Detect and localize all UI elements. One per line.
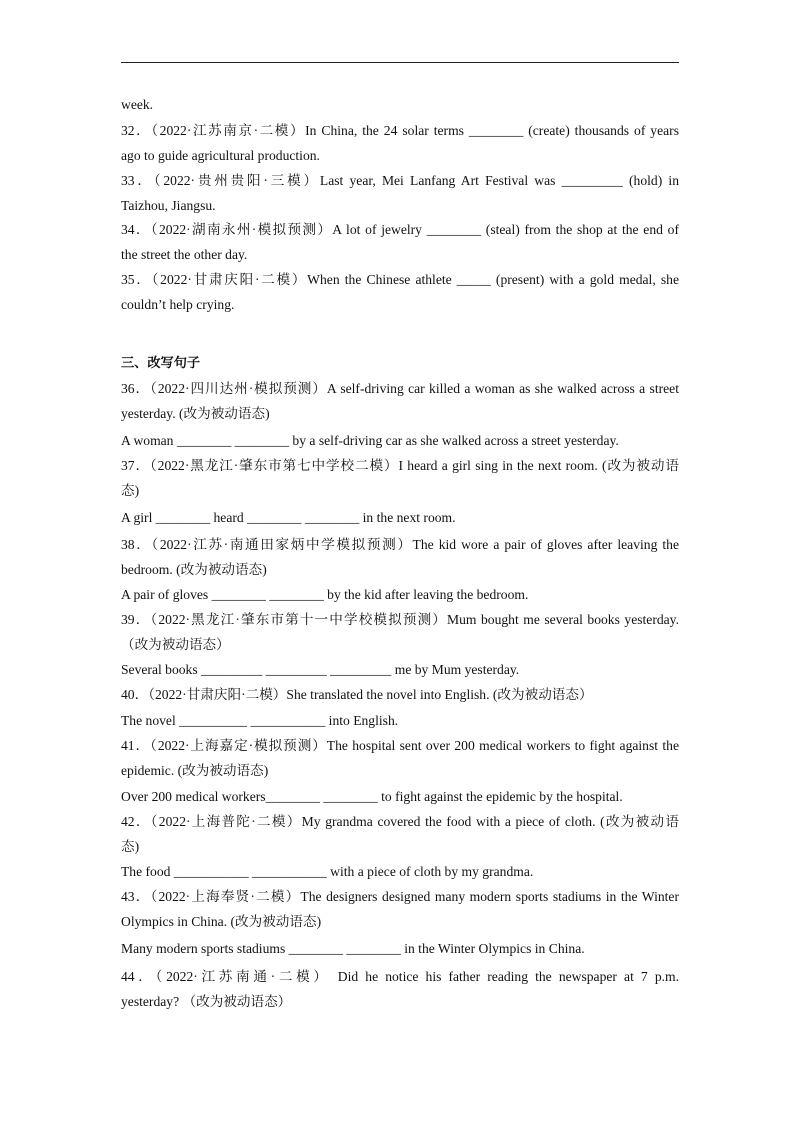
header-rule xyxy=(121,62,679,63)
answer-line: A woman ________ ________ by a self-driving car as she walked across a street yesterday. xyxy=(121,433,619,448)
section-heading: 三、改写句子 xyxy=(121,356,201,371)
question-41: 41．（2022·上海嘉定·模拟预测）The hospital sent over 200 medical workers to fight against the xyxy=(121,738,679,753)
text-line: epidemic. (改为被动语态) xyxy=(121,763,269,778)
question-38: 38．（2022·江苏·南通田家炳中学模拟预测）The kid wore a pair of gloves after leaving the xyxy=(121,537,679,552)
text-line: 态) xyxy=(121,839,140,854)
answer-line: Many modern sports stadiums ________ ________ in the Winter Olympics in China. xyxy=(121,941,585,956)
text-line: （改为被动语态） xyxy=(121,637,230,652)
question-33: 33．（2022·贵州贵阳·三模）Last year, Mei Lanfang Art Festival was _________ (hold) in xyxy=(121,173,679,188)
text-line: Olympics in China. (改为被动语态) xyxy=(121,914,322,929)
answer-line: A pair of gloves ________ ________ by the kid after leaving the bedroom. xyxy=(121,587,529,602)
text-line: 态) xyxy=(121,483,140,498)
answer-line: The food ___________ ___________ with a piece of cloth by my grandma. xyxy=(121,864,534,879)
answer-line: Over 200 medical workers________ ________ to fight against the epidemic by the hospital. xyxy=(121,789,623,804)
question-32: 32．（2022·江苏南京·二模）In China, the 24 solar terms ________ (create) thousands of years xyxy=(121,123,679,138)
question-37: 37．（2022·黑龙江·肇东市第七中学校二模）I heard a girl sing in the next room. (改为被动语 xyxy=(121,458,679,473)
answer-line: Several books _________ _________ _________ me by Mum yesterday. xyxy=(121,662,520,677)
text-line: yesterday. (改为被动语态) xyxy=(121,406,270,421)
text-line: bedroom. (改为被动语态) xyxy=(121,562,267,577)
text-line: ago to guide agricultural production. xyxy=(121,148,320,163)
text-line: couldn’t help crying. xyxy=(121,297,235,312)
answer-line: A girl ________ heard ________ ________ in the next room. xyxy=(121,510,456,525)
question-42: 42．（2022·上海普陀·二模）My grandma covered the food with a piece of cloth. (改为被动语 xyxy=(121,814,679,829)
question-36: 36．（2022·四川达州·模拟预测）A self-driving car killed a woman as she walked across a street xyxy=(121,381,679,396)
question-40: 40．（2022·甘肃庆阳·二模）She translated the novel into English. (改为被动语态） xyxy=(121,687,593,702)
answer-line: The novel __________ ___________ into English. xyxy=(121,713,399,728)
text-line: week. xyxy=(121,97,154,112)
text-line: Taizhou, Jiangsu. xyxy=(121,198,216,213)
question-34: 34．（2022·湖南永州·模拟预测）A lot of jewelry ________ (steal) from the shop at the end of xyxy=(121,222,679,237)
question-44: 44．（2022·江苏南通·二模） Did he notice his father reading the newspaper at 7 p.m. xyxy=(121,969,679,984)
question-43: 43．（2022·上海奉贤·二模）The designers designed many modern sports stadiums in the Winter xyxy=(121,889,679,904)
question-39: 39．（2022·黑龙江·肇东市第十一中学校模拟预测）Mum bought me several books yesterday. xyxy=(121,612,679,627)
question-35: 35．（2022·甘肃庆阳·二模）When the Chinese athlete _____ (present) with a gold medal, she xyxy=(121,272,679,287)
text-line: the street the other day. xyxy=(121,247,248,262)
text-line: yesterday? （改为被动语态） xyxy=(121,994,292,1009)
